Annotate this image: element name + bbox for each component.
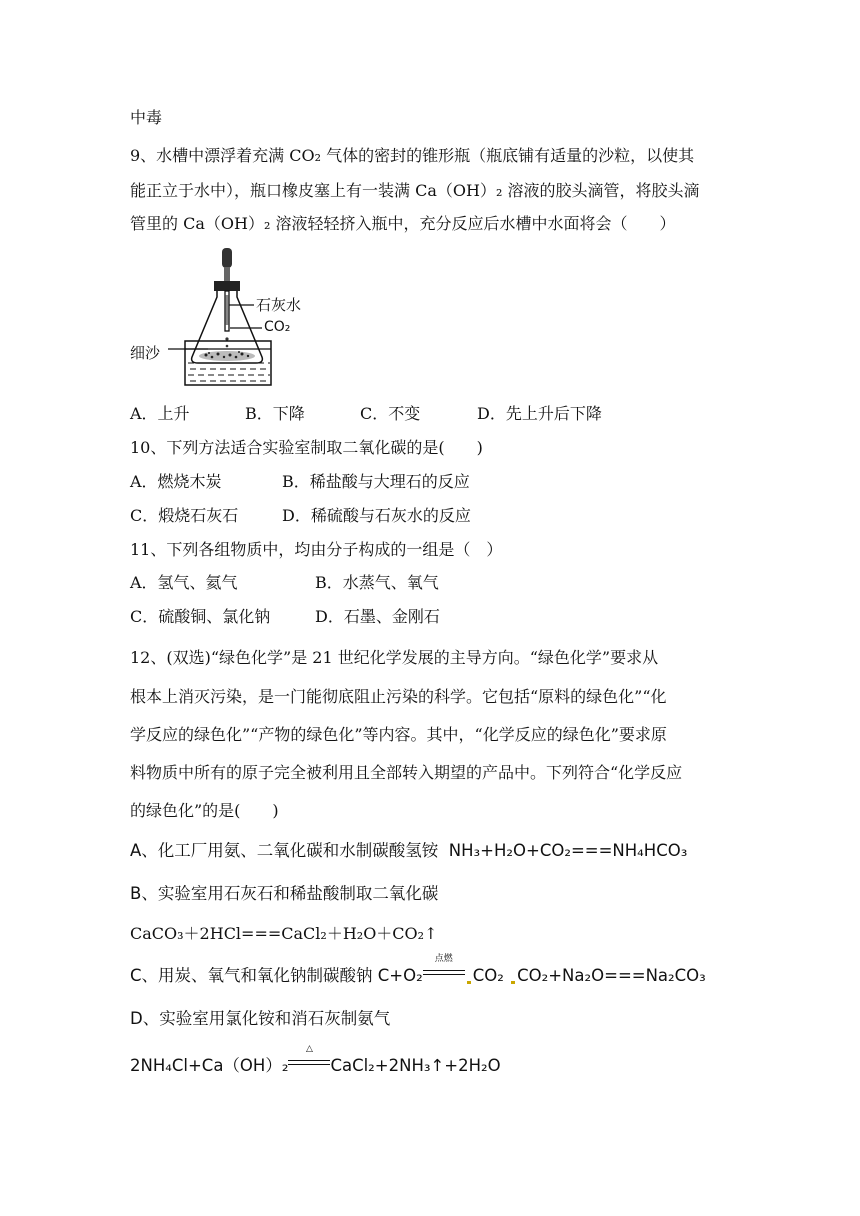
question-12-line-5: 的绿色化”的是( ) xyxy=(130,801,279,820)
q12-option-d[interactable]: D、实验室用氯化铵和消石灰制氨气 xyxy=(130,1009,391,1028)
q10-option-a[interactable]: A．燃烧木炭 xyxy=(130,472,222,491)
edit-mark-icon xyxy=(511,981,515,984)
question-10: 10、下列方法适合实验室制取二氧化碳的是( ) xyxy=(130,438,483,457)
dropper-bulb-icon xyxy=(222,248,232,268)
question-12-line-3: 学反应的绿色化”“产物的绿色化”等内容。其中，“化学反应的绿色化”要求原 xyxy=(130,725,667,744)
question-9-line-2: 能正立于水中），瓶口橡皮塞上有一装满 Ca（OH）₂ 溶液的胶头滴管，将胶头滴 xyxy=(130,181,700,200)
q12-option-c-eq1-right: CO₂ xyxy=(472,966,504,985)
q12-option-d-equation xyxy=(130,1044,501,1076)
q12-option-d-eq-right: CaCl₂+2NH₃↑+2H₂O xyxy=(330,1056,501,1075)
q9-option-a[interactable]: A．上升 xyxy=(130,404,190,423)
edit-mark-icon xyxy=(467,981,471,984)
label-co2: CO₂ xyxy=(264,319,291,335)
reaction-arrow-icon xyxy=(288,1044,330,1069)
q9-option-d[interactable]: D．先上升后下降 xyxy=(477,404,602,423)
q12-option-a-equation: NH₃+H₂O+CO₂===NH₄HCO₃ xyxy=(448,841,688,860)
question-9-line-3: 管里的 Ca（OH）₂ 溶液轻轻挤入瓶中，充分反应后水槽中水面将会（ ） xyxy=(130,214,676,233)
flask-tank-figure xyxy=(130,245,320,390)
q12-option-c-text: C、用炭、氧气和氧化钠制碳酸钠 xyxy=(130,966,373,985)
label-limewater: 石灰水 xyxy=(256,296,302,314)
q10-option-d[interactable]: D．稀硫酸与石灰水的反应 xyxy=(282,506,471,525)
sand-icon xyxy=(199,351,255,361)
q12-option-a[interactable] xyxy=(130,841,687,861)
q10-option-c[interactable]: C．煅烧石灰石 xyxy=(130,506,239,525)
q12-option-c-eq2: CO₂+Na₂O===Na₂CO₃ xyxy=(517,966,706,985)
reaction-arrow-icon xyxy=(423,954,465,979)
label-sand: 细沙 xyxy=(130,344,161,362)
continued-text: 中毒 xyxy=(130,108,163,127)
q9-option-b[interactable]: B．下降 xyxy=(245,404,305,423)
q11-option-c[interactable]: C．硫酸铜、氯化钠 xyxy=(130,607,271,626)
question-11: 11、下列各组物质中，均由分子构成的一组是（ ） xyxy=(130,540,503,559)
question-12-line-1: 12、(双选)“绿色化学”是 21 世纪化学发展的主导方向。“绿色化学”要求从 xyxy=(130,648,659,667)
rubber-stopper-icon xyxy=(214,281,240,291)
q11-option-d[interactable]: D．石墨、金刚石 xyxy=(315,607,440,626)
q11-option-a[interactable]: A．氢气、氦气 xyxy=(130,573,238,592)
condition-ignite: 点燃 xyxy=(434,954,453,964)
question-9-line-1: 9、水槽中漂浮着充满 CO₂ 气体的密封的锥形瓶（瓶底铺有适量的沙粒，以使其 xyxy=(130,146,695,165)
q12-option-c-eq1-left: C+O₂ xyxy=(377,966,423,985)
question-12-line-4: 料物质中所有的原子完全被利用且全部转入期望的产品中。下列符合“化学反应 xyxy=(130,763,683,782)
q10-option-b[interactable]: B．稀盐酸与大理石的反应 xyxy=(282,472,470,491)
q9-option-c[interactable]: C．不变 xyxy=(360,404,421,423)
q12-option-b-equation: CaCO₃＋2HCl===CaCl₂＋H₂O＋CO₂↑ xyxy=(130,924,438,943)
q12-option-b[interactable]: B、实验室用石灰石和稀盐酸制取二氧化碳 xyxy=(130,884,439,903)
condition-heat: △ xyxy=(305,1044,313,1054)
question-12-line-2: 根本上消灭污染，是一门能彻底阻止污染的科学。它包括“原料的绿色化”“化 xyxy=(130,687,667,706)
q11-option-b[interactable]: B．水蒸气、氧气 xyxy=(315,573,439,592)
q12-option-a-text: A、化工厂用氨、二氧化碳和水制碳酸氢铵 xyxy=(130,841,439,860)
q12-option-c[interactable] xyxy=(130,954,706,986)
q12-option-d-eq-left: 2NH₄Cl+Ca（OH）₂ xyxy=(130,1056,289,1075)
